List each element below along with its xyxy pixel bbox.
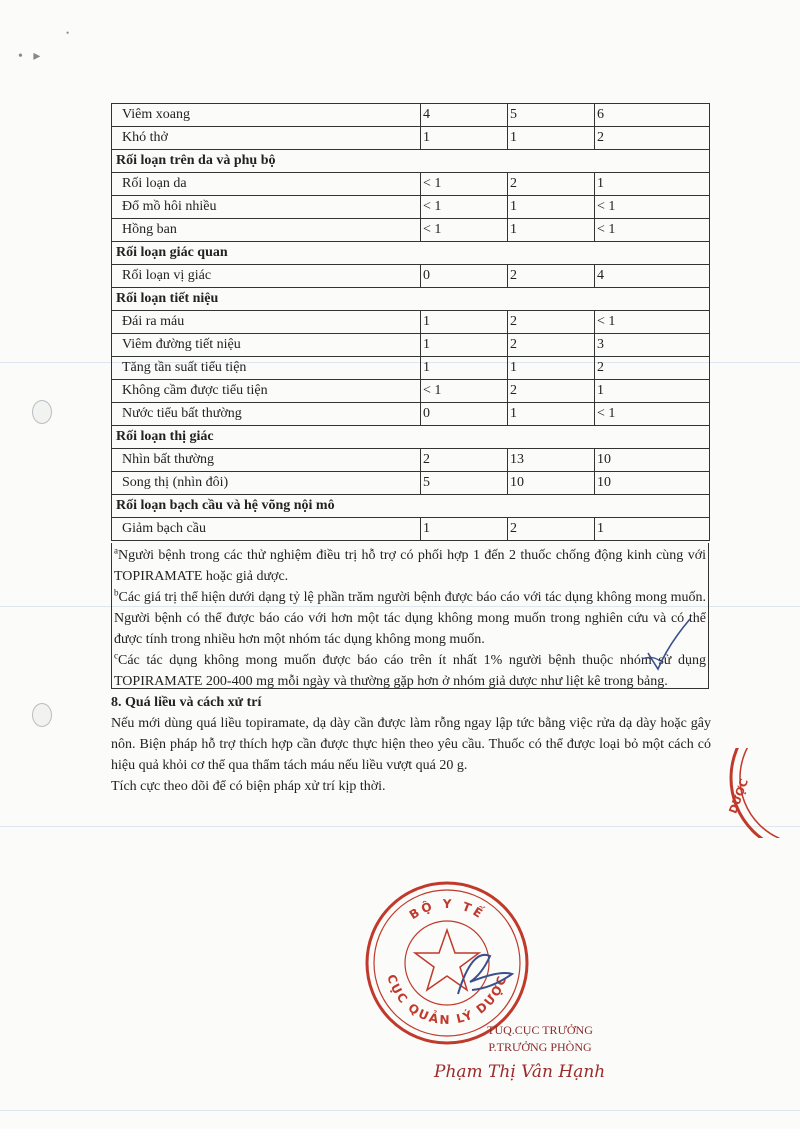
- svg-text:BỘ Y TẾ: [407, 897, 489, 922]
- effect-value: 1: [595, 173, 710, 196]
- effect-value: 5: [508, 104, 595, 127]
- effect-value: 1: [595, 518, 710, 541]
- effect-value: 1: [421, 518, 508, 541]
- signer-title-1: TUQ.CỤC TRƯỞNG: [487, 1023, 593, 1037]
- table-row: [112, 334, 710, 357]
- effect-value: 2: [508, 311, 595, 334]
- effect-value: 2: [595, 127, 710, 150]
- table-row: [112, 127, 710, 150]
- category-row: [112, 495, 710, 518]
- effect-name: Hồng ban: [112, 219, 421, 242]
- stamp-bottom-text: CỤC QUẢN LÝ DƯỢC: [384, 972, 510, 1028]
- effect-name: Không cầm được tiểu tiện: [112, 380, 421, 403]
- category-row: [112, 150, 710, 173]
- footnote-a: [114, 545, 706, 587]
- signer-name: Phạm Thị Vân Hạnh: [434, 1062, 606, 1082]
- effect-name: Nước tiểu bất thường: [112, 403, 421, 426]
- effect-value: 10: [595, 472, 710, 495]
- footnote-text: Các tác dụng không mong muốn được báo cáo trên ít nhất 1% người bệnh thuộc nhóm sử dụng TOPIRAMATE 200-400 mg mỗi ngày và thường gặp hơn ở nhóm giả dược như liệt kê trong bảng.: [114, 653, 706, 689]
- effect-value: 1: [421, 311, 508, 334]
- table-row: [112, 357, 710, 380]
- effect-value: 10: [595, 449, 710, 472]
- table-row: [112, 173, 710, 196]
- effect-value: 2: [508, 518, 595, 541]
- effect-value: 2: [508, 265, 595, 288]
- effect-value: 6: [595, 104, 710, 127]
- effect-value: 13: [508, 449, 595, 472]
- table-row: [112, 449, 710, 472]
- effect-value: < 1: [595, 196, 710, 219]
- effect-value: 2: [595, 357, 710, 380]
- punch-hole: [32, 703, 52, 727]
- effect-value: 1: [595, 380, 710, 403]
- category-label: Rối loạn tiết niệu: [112, 288, 710, 311]
- effect-value: 0: [421, 403, 508, 426]
- effect-name: Đái ra máu: [112, 311, 421, 334]
- effect-name: Rối loạn vị giác: [112, 265, 421, 288]
- stamp-top-text: BỘ Y TẾ: [406, 896, 488, 923]
- effect-value: < 1: [595, 403, 710, 426]
- effect-value: 2: [421, 449, 508, 472]
- handwritten-check-mark: [640, 615, 695, 675]
- effect-value: 1: [508, 403, 595, 426]
- category-label: Rối loạn trên da và phụ bộ: [112, 150, 710, 173]
- table-row: [112, 403, 710, 426]
- effect-value: < 1: [421, 196, 508, 219]
- effect-value: 2: [508, 334, 595, 357]
- footnote-b: [114, 587, 706, 650]
- effect-name: Viêm đường tiết niệu: [112, 334, 421, 357]
- scan-speck: • ▸: [18, 49, 41, 64]
- effect-value: 1: [421, 334, 508, 357]
- category-row: [112, 426, 710, 449]
- partial-stamp-seal: [716, 748, 796, 838]
- table-row: [112, 472, 710, 495]
- table-row: [112, 518, 710, 541]
- category-row: [112, 242, 710, 265]
- effect-value: 1: [508, 127, 595, 150]
- effect-value: 1: [508, 357, 595, 380]
- effect-value: 4: [595, 265, 710, 288]
- footnote-c: [114, 650, 706, 692]
- signature-block: [440, 1022, 640, 1056]
- category-label: Rối loạn thị giác: [112, 426, 710, 449]
- table-row: [112, 311, 710, 334]
- category-label: Rối loạn giác quan: [112, 242, 710, 265]
- footnote-mark: c: [114, 650, 118, 661]
- effect-value: 2: [508, 173, 595, 196]
- effect-value: 5: [421, 472, 508, 495]
- signer-title-2: P.TRƯỞNG PHÒNG: [488, 1040, 592, 1054]
- effect-value: 10: [508, 472, 595, 495]
- monitoring-paragraph: Tích cực theo dõi để có biện pháp xử trí kịp thời.: [111, 779, 386, 794]
- effect-value: 3: [595, 334, 710, 357]
- effect-name: Nhìn bất thường: [112, 449, 421, 472]
- effect-value: < 1: [421, 219, 508, 242]
- overdose-paragraph: Nếu mới dùng quá liều topiramate, dạ dày cần được làm rỗng ngay lập tức bằng việc rửa dạ dày hoặc gây nôn. Biện pháp hỗ trợ thích hợp cần được thực hiện theo yêu cầu. Thuốc có thể được loại bỏ một cách có hiệu quả khỏi cơ thể qua thẩm tách máu nếu liều vượt quá 20 g.: [111, 716, 711, 773]
- punch-hole: [32, 400, 52, 424]
- effect-value: < 1: [595, 311, 710, 334]
- effect-value: 4: [421, 104, 508, 127]
- footnote-text: Các giá trị thể hiện dưới dạng tỷ lệ phần trăm người bệnh được báo cáo với tác dụng không mong muốn. Người bệnh có thể được báo cáo với hơn một tác dụng không mong muốn trong nghiên cứu và có thể được tính trong nhiều hơn một nhóm tác dụng không mong muốn.: [114, 590, 706, 647]
- effect-name: Giảm bạch cầu: [112, 518, 421, 541]
- scan-speck: •: [66, 28, 70, 38]
- stamp-text: DƯỢC: [726, 777, 751, 816]
- table-row: [112, 219, 710, 242]
- table-row: [112, 380, 710, 403]
- effect-name: Tăng tần suất tiểu tiện: [112, 357, 421, 380]
- table-footnotes: [111, 543, 709, 689]
- section-heading: 8. Quá liều và cách xử trí: [111, 695, 262, 710]
- effect-value: 2: [508, 380, 595, 403]
- effect-name: Song thị (nhìn đôi): [112, 472, 421, 495]
- table-row: [112, 104, 710, 127]
- footnote-text: Người bệnh trong các thử nghiệm điều trị hỗ trợ có phối hợp 1 đến 2 thuốc chống động kinh cùng với TOPIRAMATE hoặc giả dược.: [114, 548, 706, 584]
- effect-value: 1: [508, 219, 595, 242]
- scan-line: [0, 826, 800, 827]
- effect-value: 1: [508, 196, 595, 219]
- effect-value: < 1: [595, 219, 710, 242]
- category-label: Rối loạn bạch cầu và hệ võng nội mô: [112, 495, 710, 518]
- effect-value: < 1: [421, 173, 508, 196]
- adverse-effects-table: [111, 103, 710, 541]
- footnote-mark: b: [114, 587, 119, 598]
- svg-text:CỤC QUẢN LÝ DƯỢC: [384, 973, 509, 1027]
- effect-value: 1: [421, 127, 508, 150]
- effect-name: Rối loạn da: [112, 173, 421, 196]
- footnote-mark: a: [114, 545, 118, 556]
- table-row: [112, 265, 710, 288]
- effect-name: Khó thở: [112, 127, 421, 150]
- section-overdose: [111, 692, 711, 797]
- scan-line: [0, 1110, 800, 1111]
- effect-value: 1: [421, 357, 508, 380]
- effect-name: Viêm xoang: [112, 104, 421, 127]
- effect-name: Đổ mồ hôi nhiều: [112, 196, 421, 219]
- effect-value: < 1: [421, 380, 508, 403]
- category-row: [112, 288, 710, 311]
- effect-value: 0: [421, 265, 508, 288]
- table-row: [112, 196, 710, 219]
